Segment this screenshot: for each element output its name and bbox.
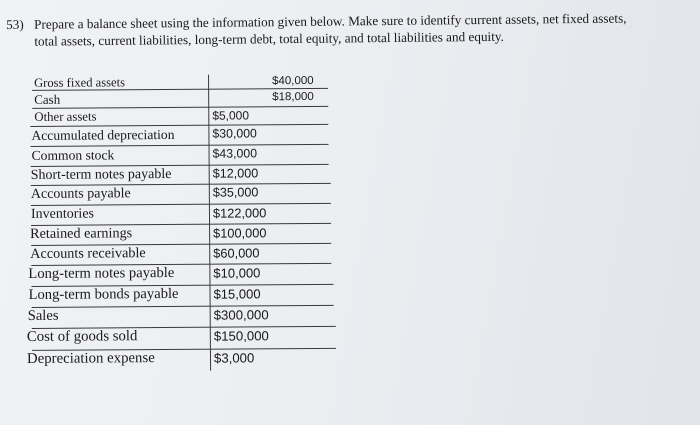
row-label: Sales bbox=[27, 307, 59, 324]
question-line-1: Prepare a balance sheet using the information given below. Make sure to identify current assets, net fixed assets, bbox=[34, 10, 627, 32]
row-value: $60,000 bbox=[213, 245, 260, 261]
account-table bbox=[22, 72, 344, 374]
row-label: Accumulated depreciation bbox=[31, 126, 175, 143]
table-row bbox=[23, 164, 333, 185]
row-label: Depreciation expense bbox=[26, 350, 155, 367]
row-label: Accounts payable bbox=[30, 186, 131, 202]
row-value: $150,000 bbox=[213, 328, 269, 344]
row-value: $30,000 bbox=[212, 126, 257, 141]
table-row bbox=[23, 284, 333, 305]
row-value: $18,000 bbox=[272, 90, 314, 104]
row-label: Long-term bonds payable bbox=[28, 285, 179, 303]
table-row bbox=[23, 223, 333, 244]
table-row bbox=[22, 124, 332, 145]
row-label: Short-term notes payable bbox=[30, 166, 172, 183]
table-row bbox=[23, 144, 333, 165]
table-row bbox=[24, 348, 334, 369]
row-value: $40,000 bbox=[272, 74, 314, 88]
row-value: $100,000 bbox=[213, 225, 267, 241]
table-row bbox=[23, 263, 333, 284]
table-row bbox=[24, 326, 334, 347]
row-value: $15,000 bbox=[213, 286, 261, 302]
row-value: $35,000 bbox=[212, 185, 259, 200]
row-label: Common stock bbox=[31, 147, 115, 163]
row-label: Cash bbox=[34, 91, 61, 107]
table-row bbox=[23, 203, 333, 224]
row-value: $5,000 bbox=[212, 108, 250, 123]
row-label: Long-term notes payable bbox=[28, 264, 175, 282]
row-label: Inventories bbox=[30, 206, 95, 222]
row-value: $300,000 bbox=[213, 307, 269, 323]
table-row bbox=[24, 305, 334, 326]
question-number: 53) bbox=[6, 16, 24, 32]
row-label: Gross fixed assets bbox=[34, 75, 126, 90]
row-value: $43,000 bbox=[212, 146, 258, 161]
row-value: $12,000 bbox=[212, 166, 259, 181]
table-row bbox=[23, 243, 333, 264]
row-value: $10,000 bbox=[213, 265, 261, 281]
table-row bbox=[23, 183, 333, 204]
row-label: Cost of goods sold bbox=[26, 328, 138, 345]
row-value: $122,000 bbox=[212, 205, 267, 221]
question-line-2: total assets, current liabilities, long-term debt, total equity, and total liabilities and equity. bbox=[34, 28, 504, 49]
row-value: $3,000 bbox=[213, 350, 255, 366]
row-label: Accounts receivable bbox=[30, 245, 146, 262]
row-label: Other assets bbox=[34, 109, 97, 124]
row-label: Retained earnings bbox=[30, 225, 133, 242]
question-text bbox=[6, 9, 696, 49]
